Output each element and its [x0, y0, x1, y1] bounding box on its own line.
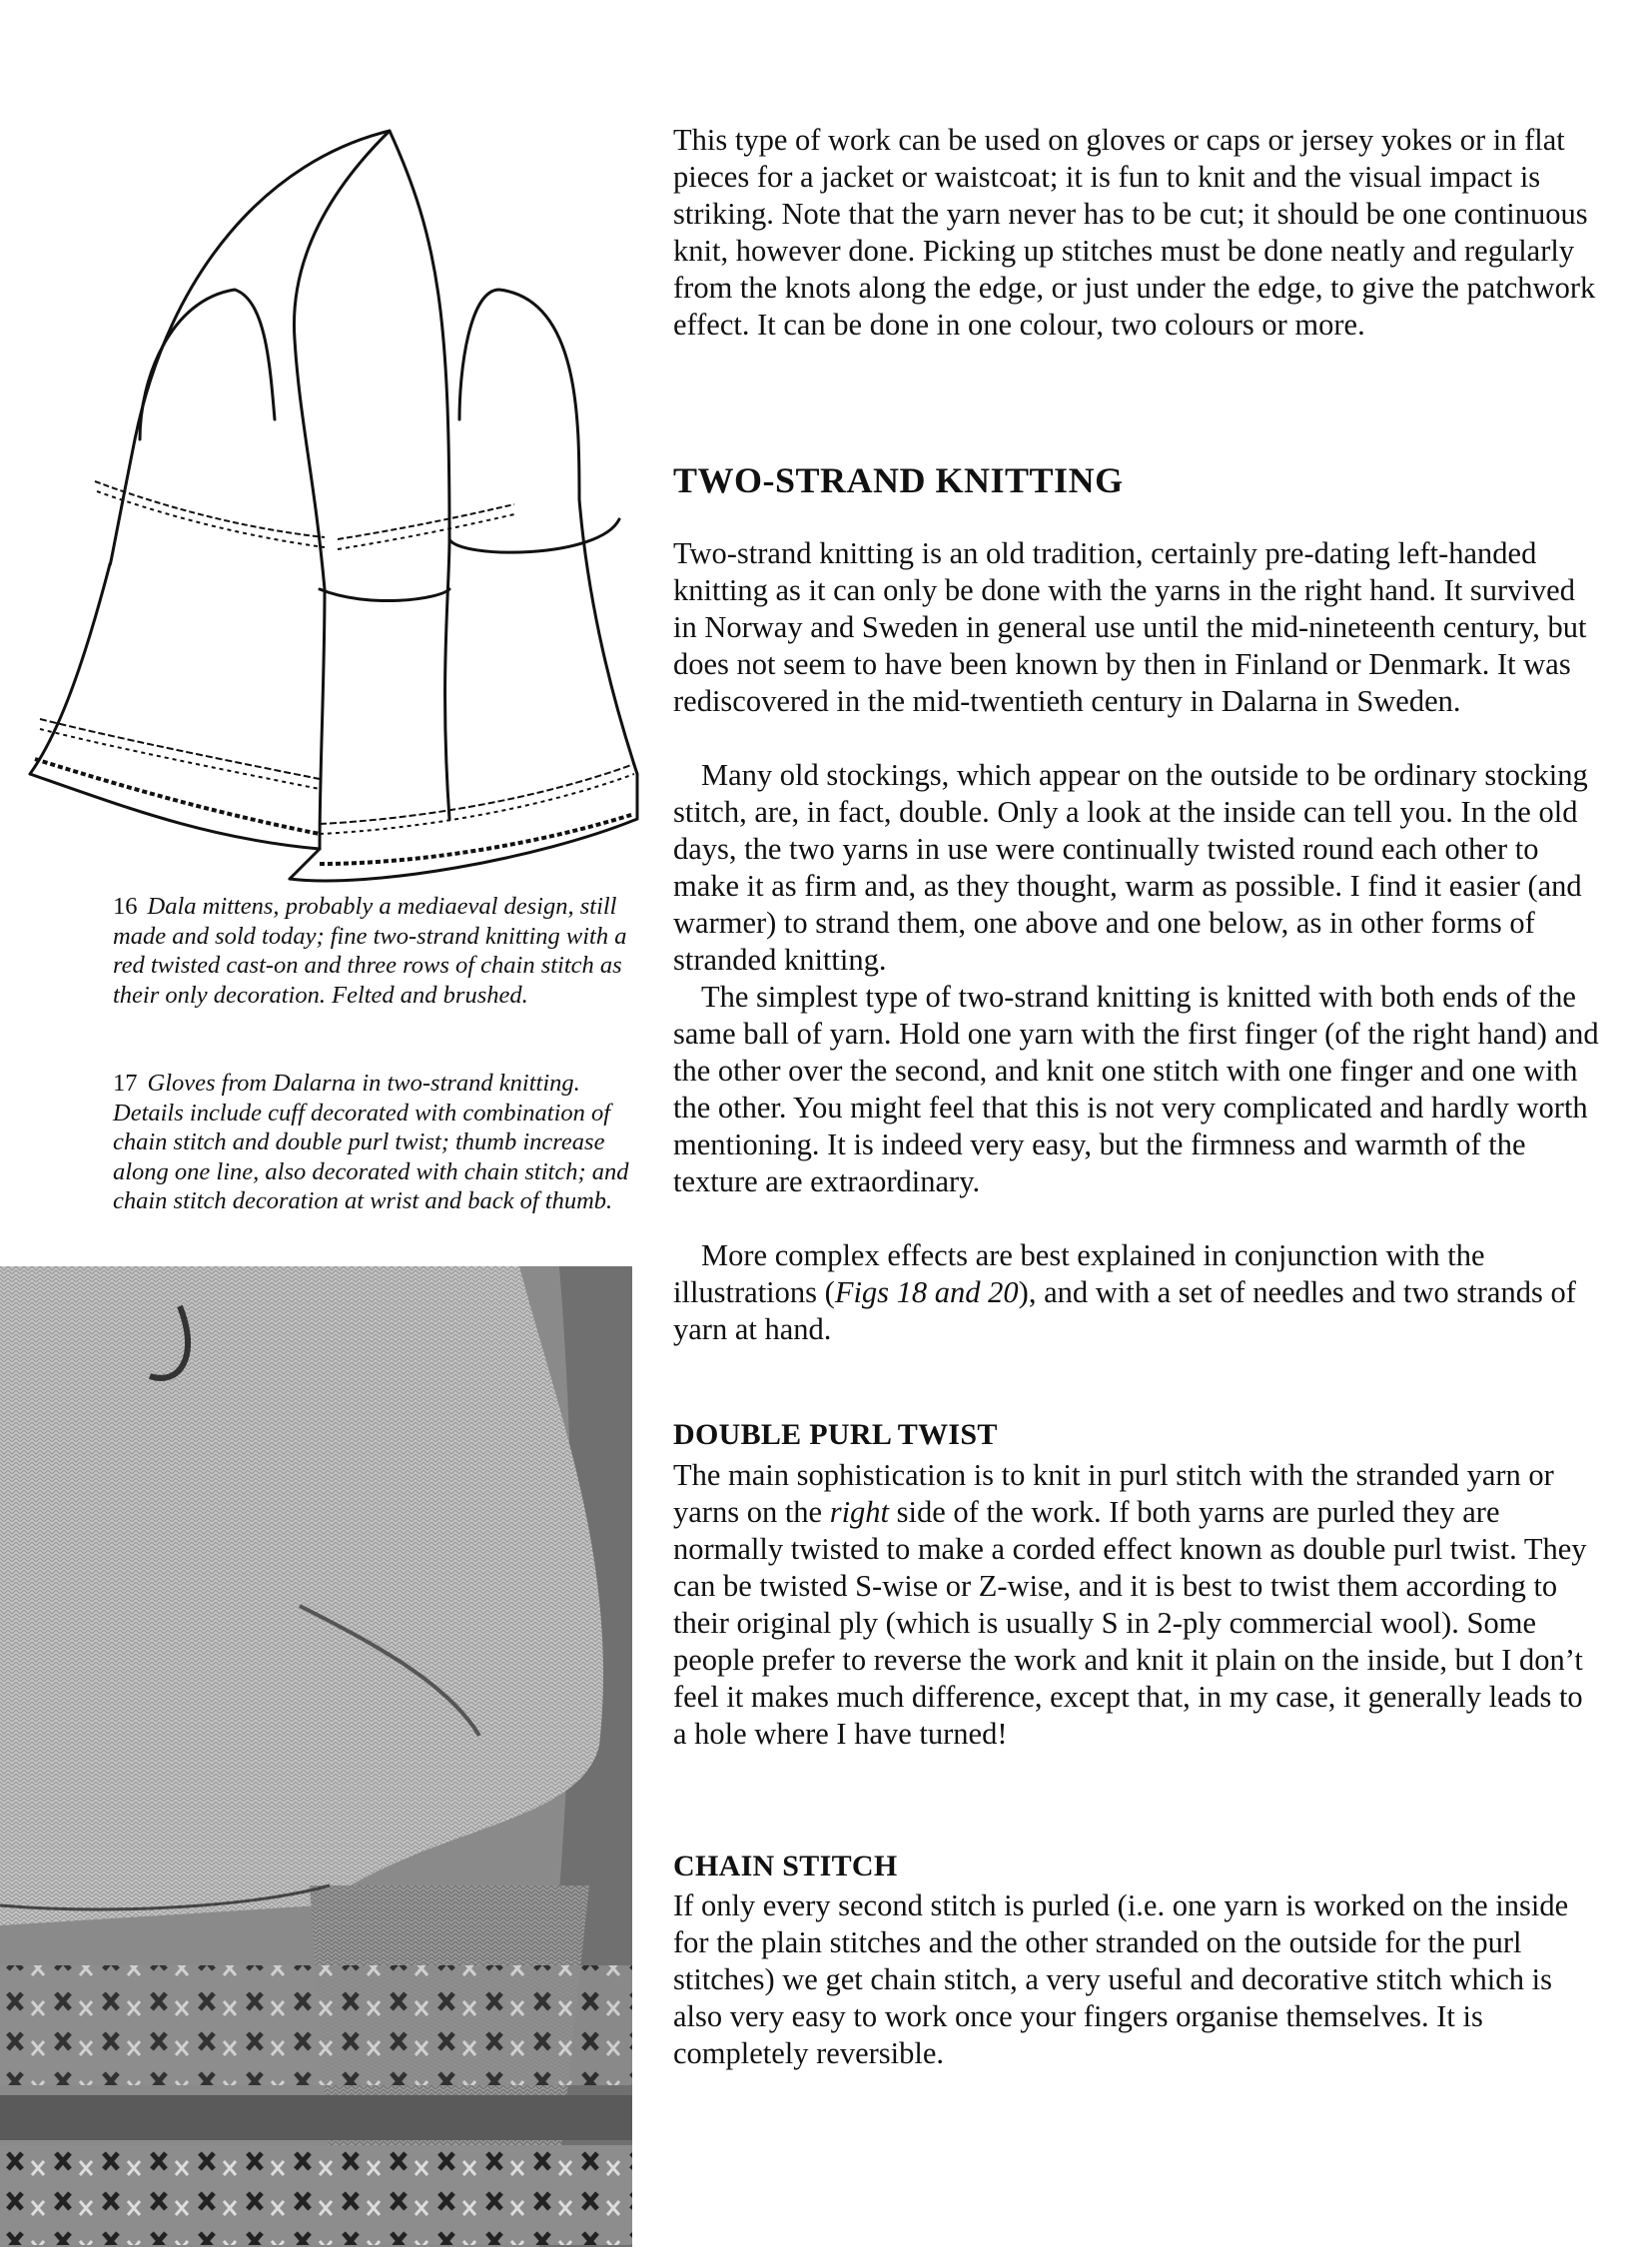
paragraph-text-start: The main sophistication is to knit in purl stitch with the stranded yarn or yarns on the [673, 1458, 1554, 1529]
section-heading-double-purl-twist: DOUBLE PURL TWIST [673, 1418, 998, 1451]
two-strand-paragraph-3: The simplest type of two-strand knitting is knitted with both ends of the same ball of yarn. Hold one yarn with the first finger (of the right hand) and the other over the second, and knit one stitch with one finger and one with the other. You might feel that this is not very complicated and hardly worth mentioning. It is indeed very easy, but the firmness and warmth of the texture are extraordinary. [673, 980, 1599, 1198]
caption-text: Dala mittens, probably a mediaeval design, still made and sold today; fine two-strand knitting with a red twisted cast-on and three rows of chain stitch as their only decoration. Felted and brushed. [113, 893, 627, 1009]
intro-paragraph: This type of work can be used on gloves or caps or jersey yokes or in flat pieces for a jacket or waistcoat; it is fun to knit and the visual impact is striking. Note that the yarn never has to be cut; it should be one continuous knit, however done. Picking up stitches must be done neatly and regularly from the knots along the edge, or just under the edge, to give the patchwork effect. It can be done in one colour, two colours or more. [673, 123, 1596, 342]
paragraph-text-end: side of the work. If both yarns are purled they are normally twisted to make a corded effect known as double purl twist. They can be twisted S-wise or Z-wise, and it is best to twist them according to their original ply (which is usually S in 2-ply commercial wool). Some people prefer to reverse the work and knit it plain on the inside, but I don’t feel it makes much difference, except that, in my case, it generally leads to a hole where I have turned! [673, 1495, 1587, 1751]
two-strand-paragraph-1: Two-strand knitting is an old tradition, certainly pre-dating left-handed knitting as it can only be done with the yarns in the right hand. It survived in Norway and Sweden in general use until the mid-nineteenth century, but does not seem to have been known by then in Finland or Denmark. It was rediscovered in the mid-twentieth century in Dalarna in Sweden. [673, 536, 1587, 718]
section-heading-chain-stitch: CHAIN STITCH [673, 1850, 898, 1882]
paragraph-text-end: ), and with a set of needles and two strands of yarn at hand. [673, 1275, 1576, 1346]
two-strand-paragraph-2: Many old stockings, which appear on the outside to be ordinary stocking stitch, are, in fact, double. Only a look at the inside can tell you. In the old days, the two yarns in use were continually twisted round each other to make it as firm and, as they thought, warm as possible. I find it easier (and warmer) to strand them, one above and one below, as in other forms of stranded knitting. [673, 758, 1588, 977]
mittens-drawing [20, 120, 659, 889]
chain-stitch-paragraph: If only every second stitch is purled (i.e. one yarn is worked on the inside for the plain stitches and the other stranded on the outside for the purl stitches) we get chain stitch, a very useful and decorative stitch which is also very easy to work once your fingers organise themselves. It is completely reversible. [673, 1888, 1569, 2070]
caption-number: 16 [113, 893, 138, 920]
caption-text: Gloves from Dalarna in two-strand knitting. Details include cuff decorated with combination of chain stitch and double purl twist; thumb increase along one line, also decorated with chain stitch; and chain stitch decoration at wrist and back of thumb. [113, 1070, 629, 1214]
figure-reference: Figs 18 and 20 [834, 1275, 1019, 1309]
emphasis-word: right [829, 1495, 890, 1529]
glove-photo [0, 1266, 632, 2247]
caption-fig-16 [113, 892, 642, 1010]
paragraph-text-start: More complex effects are best explained in conjunction with the illustrations ( [673, 1238, 1485, 1309]
section-heading-two-strand: TWO-STRAND KNITTING [673, 460, 1124, 500]
double-purl-paragraph [673, 1457, 1602, 1753]
caption-fig-17 [113, 1069, 642, 1216]
two-strand-paragraph-4 [673, 1237, 1602, 1348]
caption-number: 17 [113, 1070, 138, 1097]
